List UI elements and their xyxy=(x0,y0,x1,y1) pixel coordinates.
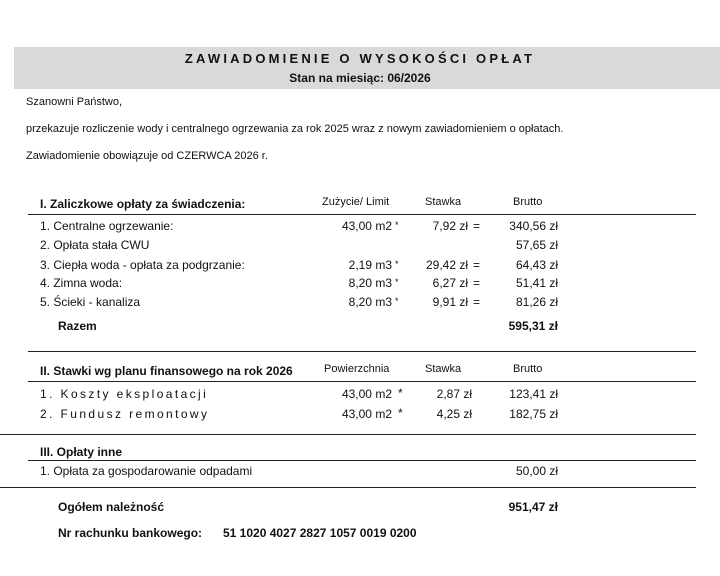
section2-col-gross: Brutto xyxy=(513,363,543,375)
row-star: * xyxy=(398,406,403,420)
row-eq: = xyxy=(473,295,481,309)
greeting: Szanowni Państwo, xyxy=(26,96,122,108)
row-rate: 4,25 zł xyxy=(436,407,472,421)
row-gross: 57,65 zł xyxy=(515,238,558,252)
section1-title: I. Zaliczkowe opłaty za świadczenia: xyxy=(40,197,246,211)
row-gross: 64,43 zł xyxy=(515,258,558,272)
row-rate: 2,87 zł xyxy=(436,387,472,401)
row-gross: 50,00 zł xyxy=(515,464,558,478)
row-eq: = xyxy=(473,258,481,272)
row-eq: = xyxy=(473,276,481,290)
row-star: * xyxy=(395,259,399,269)
row-usage: 2,19 m3 xyxy=(348,258,392,272)
row-rate: 29,42 zł xyxy=(425,258,468,272)
row-label: 1. Opłata za gospodarowanie odpadami xyxy=(40,464,253,478)
section1-col-rate: Stawka xyxy=(425,196,462,208)
row-rate: 7,92 zł xyxy=(432,219,468,233)
row-label: 3. Ciepła woda - opłata za podgrzanie: xyxy=(40,258,245,272)
row-star: * xyxy=(395,220,399,230)
row-gross: 81,26 zł xyxy=(515,295,558,309)
bank-account-number: 51 1020 4027 2827 1057 0019 0200 xyxy=(223,526,417,540)
row-gross: 123,41 zł xyxy=(509,387,558,401)
section2-col-area: Powierzchnia xyxy=(324,363,390,375)
intro-line-1: przekazuje rozliczenie wody i centralnego ogrzewania za rok 2025 wraz z nowym zawiadomieniem o opłatach. xyxy=(26,123,564,135)
row-rate: 9,91 zł xyxy=(432,295,468,309)
section3-top-divider xyxy=(0,434,696,435)
row-usage: 8,20 m3 xyxy=(348,295,392,309)
section1-divider xyxy=(28,214,696,215)
row-label: 1. Centralne ogrzewanie: xyxy=(40,219,174,233)
row-label: 5. Ścieki - kanaliza xyxy=(40,295,141,309)
section1-total-label: Razem xyxy=(58,319,97,333)
section3-divider xyxy=(28,460,696,461)
row-gross: 182,75 zł xyxy=(509,407,558,421)
row-star: * xyxy=(395,277,399,287)
summary-divider xyxy=(0,487,696,488)
row-label: 2. Opłata stała CWU xyxy=(40,238,150,252)
row-gross: 51,41 zł xyxy=(515,276,558,290)
section2-title: II. Stawki wg planu finansowego na rok 2026 xyxy=(40,364,293,378)
section3-title: III. Opłaty inne xyxy=(40,445,123,459)
row-area: 43,00 m2 xyxy=(341,407,392,421)
section2-divider xyxy=(28,381,696,382)
row-gross: 340,56 zł xyxy=(509,219,558,233)
row-label: 1. Koszty eksploatacji xyxy=(40,387,209,401)
row-usage: 8,20 m3 xyxy=(348,276,392,290)
row-star: * xyxy=(398,386,403,400)
section1-total-value: 595,31 zł xyxy=(508,319,558,333)
document-subtitle: Stan na miesiąc: 06/2026 xyxy=(289,71,431,85)
row-area: 43,00 m2 xyxy=(341,387,392,401)
row-label: 2. Fundusz remontowy xyxy=(40,407,210,421)
bank-account-label: Nr rachunku bankowego: xyxy=(58,526,203,540)
row-label: 4. Zimna woda: xyxy=(40,276,123,290)
row-eq: = xyxy=(473,219,481,233)
section2-col-rate: Stawka xyxy=(425,363,462,375)
section2-top-divider xyxy=(28,351,696,352)
grand-total-value: 951,47 zł xyxy=(508,500,558,514)
section1-col-usage: Zużycie/ Limit xyxy=(322,196,390,208)
row-usage: 43,00 m2 xyxy=(341,219,392,233)
row-star: * xyxy=(395,296,399,306)
grand-total-label: Ogółem należność xyxy=(58,500,165,514)
section1-col-gross: Brutto xyxy=(513,196,543,208)
document-title: ZAWIADOMIENIE O WYSOKOŚCI OPŁAT xyxy=(184,51,536,66)
intro-line-2: Zawiadomienie obowiązuje od CZERWCA 2026 r. xyxy=(26,150,268,162)
row-rate: 6,27 zł xyxy=(432,276,468,290)
